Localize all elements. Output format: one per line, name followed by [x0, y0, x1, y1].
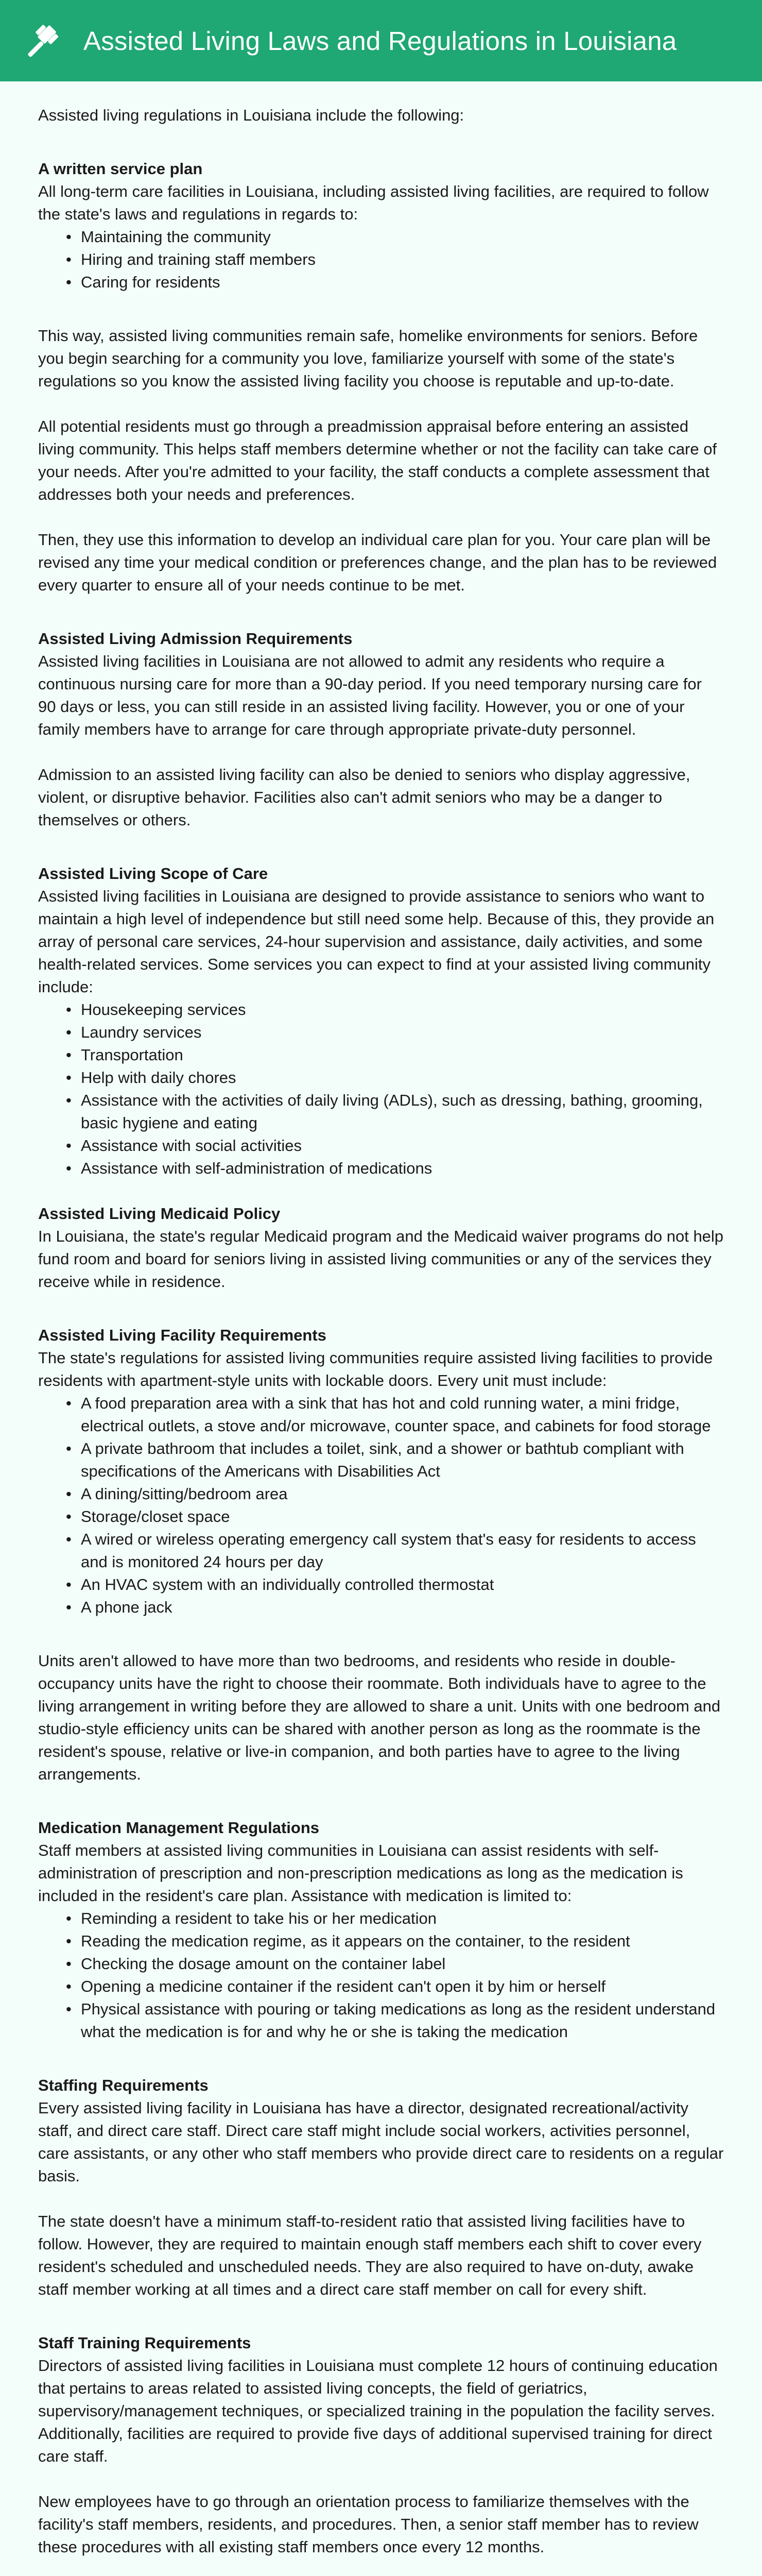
list-item: • Laundry services — [66, 1021, 724, 1044]
list-item: • Hiring and training staff members — [66, 248, 724, 271]
list-item: • Assistance with self-administration of medications — [66, 1157, 724, 1180]
list-item: • Caring for residents — [66, 271, 724, 294]
list-item: • A dining/sitting/bedroom area — [66, 1483, 724, 1505]
intro-text: Assisted living regulations in Louisiana include the following: — [38, 106, 464, 124]
paragraph: New employees have to go through an orientation process to familiarize themselves with the facility's staff members, residents, and procedures. Then, a senior staff member has to review these procedures with all existing staff members once every 12 months. — [38, 2493, 699, 2556]
section-admission — [38, 628, 724, 832]
list-item: • A phone jack — [66, 1596, 724, 1619]
bullet-list — [38, 1907, 724, 2043]
section-heading: Assisted Living Scope of Care — [38, 865, 268, 883]
list-item: • A food preparation area with a sink that has hot and cold running water, a mini fridge, electrical outlets, a stove and/or microwave, counter space, and cabinets for food storage — [66, 1392, 724, 1437]
paragraph: Staff members at assisted living communities in Louisiana can assist residents with self-administration of prescription and non-prescription medications as long as the medication is included in the resident's care plan. Assistance with medication is limited to: — [38, 1841, 683, 1905]
list-item: • Housekeeping services — [66, 998, 724, 1021]
section-heading: Assisted Living Facility Requirements — [38, 1326, 326, 1344]
paragraph: The state doesn't have a minimum staff-to-resident ratio that assisted living facilities have to follow. However, they are required to maintain enough staff members each shift to cover every resident's scheduled and unscheduled needs. They are also required to have on-duty, awake staff member working at all times and a direct care staff member on call for every shift. — [38, 2212, 702, 2298]
list-item: • Storage/closet space — [66, 1505, 724, 1528]
section-heading: Assisted Living Medicaid Policy — [38, 1205, 281, 1223]
paragraph: Assisted living facilities in Louisiana are not allowed to admit any residents who require a continuous nursing care for more than a 90-day period. If you need temporary nursing care for 90 days or less, you can still reside in an assisted living facility. However, you or one of your family members have to arrange for care through appropriate private-duty personnel. — [38, 652, 702, 738]
paragraph: Directors of assisted living facilities in Louisiana must complete 12 hours of continuing education that pertains to areas related to assisted living concepts, the field of geriatrics, supervisory/management techniques, or specialized training in the population the facility serves. Additionally, facilities are required to provide five days of additional supervised training for direct care staff. — [38, 2357, 718, 2465]
section-heading: A written service plan — [38, 160, 203, 178]
list-item: • Transportation — [66, 1044, 724, 1066]
list-item: • Opening a medicine container if the resident can't open it by him or herself — [66, 1975, 724, 1998]
list-item: • Assistance with the activities of daily living (ADLs), such as dressing, bathing, grooming, basic hygiene and eating — [66, 1089, 724, 1134]
section-medication-management — [38, 1817, 724, 2043]
bullet-list — [38, 226, 724, 294]
section-heading: Staffing Requirements — [38, 2076, 209, 2094]
list-item: • Help with daily chores — [66, 1066, 724, 1089]
section-medicaid — [38, 1202, 724, 1293]
article-body — [0, 81, 762, 2576]
list-item: • Physical assistance with pouring or taking medications as long as the resident understand what the medication is for and why he or she is taking the medication — [66, 1998, 724, 2043]
header-banner — [0, 0, 762, 81]
page-title: Assisted Living Laws and Regulations in Louisiana — [83, 26, 677, 56]
paragraph: The state's regulations for assisted living communities require assisted living facilities to provide residents with apartment-style units with lockable doors. Every unit must include: — [38, 1349, 713, 1389]
list-item: • Assistance with social activities — [66, 1134, 724, 1157]
section-heading: Assisted Living Admission Requirements — [38, 630, 353, 648]
list-item: • A private bathroom that includes a toilet, sink, and a shower or bathtub compliant with specifications of the Americans with Disabilities Act — [66, 1437, 724, 1483]
paragraph: Every assisted living facility in Louisiana has have a director, designated recreational/activity staff, and direct care staff. Direct care staff might include social workers, activities personnel, care assistants, or any other who staff members who provide direct care to residents on a regular basis. — [38, 2099, 724, 2185]
paragraph: Admission to an assisted living facility can also be denied to seniors who display aggressive, violent, or disruptive behavior. Facilities also can't admit seniors who may be a danger to themselves or others. — [38, 766, 690, 829]
section-heading: Medication Management Regulations — [38, 1819, 320, 1837]
bullet-list — [38, 1392, 724, 1619]
list-item: • A wired or wireless operating emergency call system that's easy for residents to access and is monitored 24 hours per day — [66, 1528, 724, 1573]
section-heading: Staff Training Requirements — [38, 2334, 251, 2352]
gavel-icon — [28, 23, 64, 59]
list-item: • An HVAC system with an individually controlled thermostat — [66, 1573, 724, 1596]
section-staffing — [38, 2074, 724, 2301]
section-facility-requirements — [38, 1324, 724, 1786]
paragraph: This way, assisted living communities remain safe, homelike environments for seniors. Before you begin searching for a community you love, familiarize yourself with some of the state's regulations so you know the assisted living facility you choose is reputable and up-to-date. — [38, 327, 698, 390]
list-item: • Reminding a resident to take his or her medication — [66, 1907, 724, 1930]
paragraph: Units aren't allowed to have more than two bedrooms, and residents who reside in double-occupancy units have the right to choose their roommate. Both individuals have to agree to the living arrangement in writing before they are allowed to share a unit. Units with one bedroom and studio-style efficiency units can be shared with another person as long as the roommate is the resident's spouse, relative or live-in companion, and both parties have to agree to the living arrangements. — [38, 1652, 721, 1783]
section-staff-training — [38, 2332, 724, 2558]
paragraph: All long-term care facilities in Louisiana, including assisted living facilities, are required to follow the state's laws and regulations in regards to: — [38, 182, 709, 223]
paragraph: In Louisiana, the state's regular Medicaid program and the Medicaid waiver programs do not help fund room and board for seniors living in assisted living communities or any of the services they receive while in residence. — [38, 1227, 724, 1291]
paragraph: Assisted living facilities in Louisiana are designed to provide assistance to seniors who want to maintain a high level of independence but still need some help. Because of this, they provide an array of personal care services, 24-hour supervision and assistance, daily activities, and some health-related services. Some services you can expect to find at your assisted living community include: — [38, 887, 715, 996]
bullet-list — [38, 998, 724, 1180]
list-item: • Maintaining the community — [66, 226, 724, 248]
paragraph: Then, they use this information to develop an individual care plan for you. Your care plan will be revised any time your medical condition or preferences change, and the plan has to be reviewed every quarter to ensure all of your needs continue to be met. — [38, 531, 717, 594]
list-item: • Checking the dosage amount on the container label — [66, 1953, 724, 1975]
list-item: • Reading the medication regime, as it appears on the container, to the resident — [66, 1930, 724, 1953]
paragraph: All potential residents must go through a preadmission appraisal before entering an assisted living community. This helps staff members determine whether or not the facility can take care of your needs. After you're admitted to your facility, the staff conducts a complete assessment that addresses both your needs and preferences. — [38, 417, 717, 503]
section-scope-of-care — [38, 862, 724, 1180]
section-service-plan — [38, 158, 724, 597]
